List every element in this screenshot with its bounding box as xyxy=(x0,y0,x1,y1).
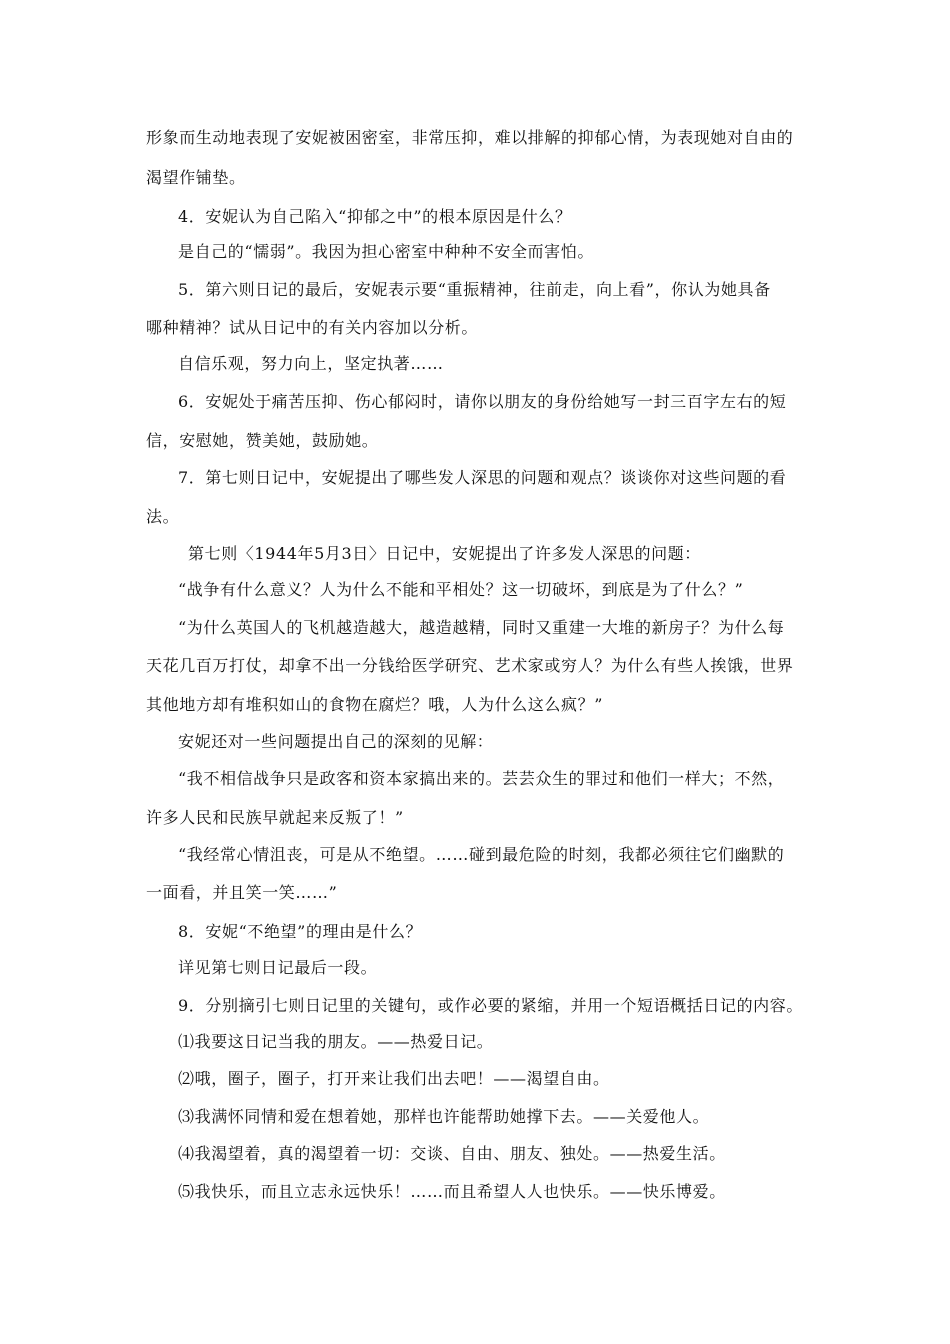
question-7-cont: 法。 xyxy=(146,507,180,526)
list-item: ⑷我渴望着，真的渴望着一切：交谈、自由、朋友、独处。——热爱生活。 xyxy=(178,1144,726,1163)
question-9: 9．分别摘引七则日记里的关键句，或作必要的紧缩，并用一个短语概括日记的内容。 xyxy=(178,996,803,1015)
question-8: 8．安妮“不绝望”的理由是什么？ xyxy=(178,922,423,941)
paragraph-line: 渴望作铺垫。 xyxy=(146,168,246,187)
quote-line: 一面看，并且笑一笑……” xyxy=(146,883,338,902)
answer-8: 详见第七则日记最后一段。 xyxy=(178,958,378,977)
quote-line: “战争有什么意义？人为什么不能和平相处？这一切破坏，到底是为了什么？” xyxy=(178,580,744,599)
list-item: ⑶我满怀同情和爱在想着她，那样也许能帮助她撑下去。——关爱他人。 xyxy=(178,1107,710,1126)
paragraph-line: 安妮还对一些问题提出自己的深刻的见解： xyxy=(178,732,494,751)
answer-4: 是自己的“懦弱”。我因为担心密室中种种不安全而害怕。 xyxy=(178,242,594,261)
question-6: 6．安妮处于痛苦压抑、伤心郁闷时，请你以朋友的身份给她写一封三百字左右的短 xyxy=(178,392,787,411)
quote-line: 其他地方却有堆积如山的食物在腐烂？哦，人为什么这么疯？” xyxy=(146,695,603,714)
list-item: ⑵哦，圈子，圈子，打开来让我们出去吧！——渴望自由。 xyxy=(178,1069,610,1088)
quote-line: “我经常心情沮丧，可是从不绝望。……碰到最危险的时刻，我都必须往它们幽默的 xyxy=(178,845,785,864)
quote-line: 许多人民和民族早就起来反叛了！” xyxy=(146,808,404,827)
quote-line: “我不相信战争只是政客和资本家搞出来的。芸芸众生的罪过和他们一样大；不然， xyxy=(178,769,785,788)
list-item: ⑸我快乐，而且立志永远快乐！……而且希望人人也快乐。——快乐博爱。 xyxy=(178,1182,726,1201)
answer-5: 自信乐观，努力向上，坚定执著…… xyxy=(178,354,444,373)
question-5-cont: 哪种精神？试从日记中的有关内容加以分析。 xyxy=(146,318,479,337)
paragraph-line: 形象而生动地表现了安妮被困密室，非常压抑，难以排解的抑郁心情，为表现她对自由的 xyxy=(146,128,794,147)
quote-line: 天花几百万打仗，却拿不出一分钱给医学研究、艺术家或穷人？为什么有些人挨饿，世界 xyxy=(146,656,794,675)
question-7: 7．第七则日记中，安妮提出了哪些发人深思的问题和观点？谈谈你对这些问题的看 xyxy=(178,468,787,487)
question-4: 4．安妮认为自己陷入“抑郁之中”的根本原因是什么？ xyxy=(178,207,572,226)
question-5: 5．第六则日记的最后，安妮表示要“重振精神，往前走，向上看”，你认为她具备 xyxy=(178,280,771,299)
question-6-cont: 信，安慰她，赞美她，鼓励她。 xyxy=(146,431,379,450)
list-item: ⑴我要这日记当我的朋友。——热爱日记。 xyxy=(178,1032,494,1051)
quote-line: “为什么英国人的飞机越造越大，越造越精，同时又重建一大堆的新房子？为什么每 xyxy=(178,618,785,637)
answer-7: 第七则〈1944年5月3日〉日记中，安妮提出了许多发人深思的问题： xyxy=(188,544,701,563)
